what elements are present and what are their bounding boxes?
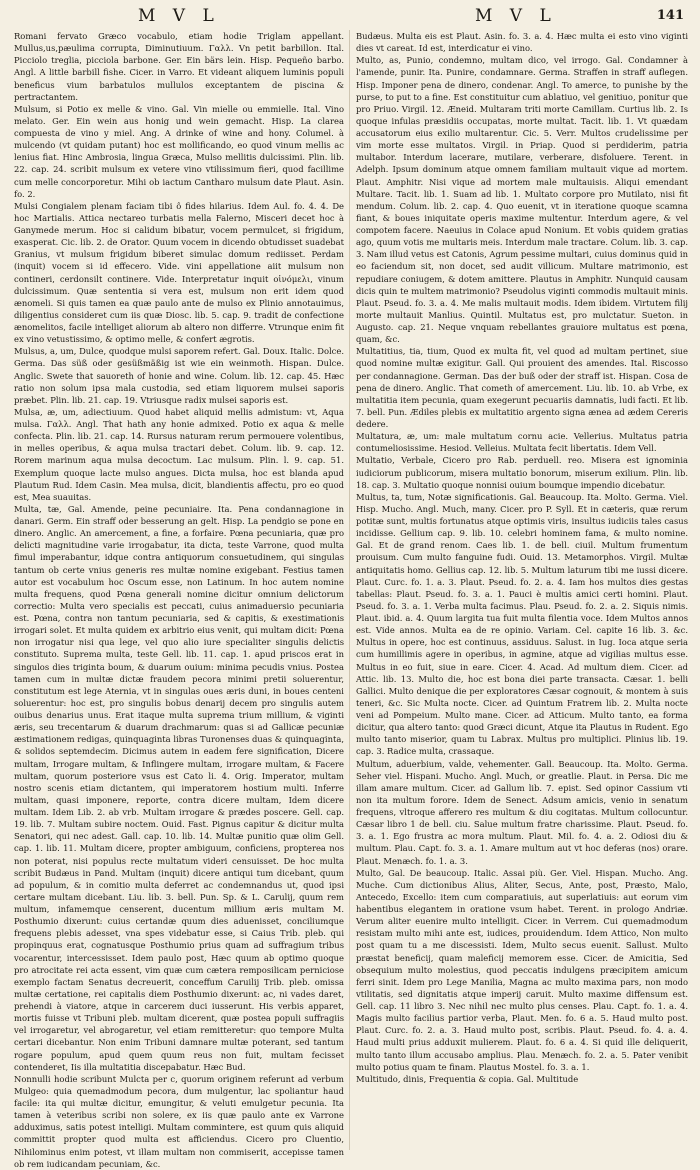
entry-paragraph: Multum, aduerbium, valde, vehementer. Gall. Beaucoup. Ita. Molto. Germa. Seher viel. Hispani. Mucho. Angl. Much, or greatlie. Plaut. in Persa. Dic me illam amare multum. Cicer. ad Gallum lib. 7. epist. Sed opinor Cassium vti non ita multum forore. Idem de Senect. Adsum amicis, venio in senatum frequens, vltroque afferero res multum & diu cogitatas. Multum collocuntur. Cæsar libro 1 de bell. ciu. Salue multum fratre charissime. Plaut. Pseud. fo. 3. a. 1. Ego frustra ac mora multum. Plaut. Mil. fo. 4. a. 2. Odiosi diu & multum. Plau. Capt. fo. 3. a. 1. Amare multum aut vt hoc deferas (nos) orare. Plaut. Menæch. fo. 1. a. 3.	[356, 758, 688, 866]
left-column	[14, 30, 344, 1169]
entry-paragraph: Mulsum, si Potio ex melle & vino. Gal. Vin mielle ou emmielle. Ital. Vino melato. Ger. Ein wein aus honig und wein gemacht. Hisp. La clarea compuesta de vino y miel. Ang. A drinke of wine and hony. Columel. à mulcendo (vt quidam putant) hoc est mollificando, eo quod vinum mellis ac lenius fiat. Hinc Ambrosia, lingua Græca, Mulso mellitis dulcissimi. Plin. lib. 22. cap. 24. scribit mulsum ex vetere vino vtilissimum fieri, quod facillime cum melle concorporetur. Mihi ob iactum Cantharo mulsum date Plaut. Asin. fo. 2.	[14, 103, 344, 199]
entry-paragraph: Multatitius, tia, tium, Quod ex multa fit, vel quod ad multam pertinet, siue quod nomine multæ exigitur. Gall. Qui prouient des amendes. Ital. Riscosso per condannagione. German. Das der buß oder der straff ist. Hispan. Cosa de pena de dinero. Anglic. That cometh of amercement. Liu. lib. 10. ab Vrbe, ex multatitia item pecunia, quam exegerunt pecuariis damnatis, ludi facti. Et lib. 7. bell. Pun. Ædiles plebis ex multatitio argento signa ænea ad ædem Cereris dedere.	[356, 346, 688, 429]
entry-paragraph: Multo, as, Punio, condemno, multam dico, vel irrogo. Gal. Condamner à l'amende, punir. Ita. Punire, condamnare. Germa. Straffen in straff auflegen. Hisp. Imponer pena de dinero, condenar. Angl. To amerce, to punishe by the purse, to put to a fine. Est constituitur cum ablatiuo, vel genitiuo, ponitur que pro Priuo. Virgil. 12. Æneid. Multaram triti morte Camillam. Curtius lib. 2. Is quoque infulas præsidiis occupatas, morte multat. Tacit. lib. 1. Vt quædam accusatorum eius exilio multarentur. Cic. 5. Verr. Multos crudelissime per vim morte esse multatos. Virgil. in Priap. Quod si perdiderim, patria multabor. Interdum lacerare, mutilare, verberare, disfoluere. Terent. in Adelph. Ipsum dominum atque omnem familiam multauit vique ad mortem. Plaut. Amphitr. Nisi vique ad mortem male multauisis. Aliqui emendant Multare. Tacit. lib. 1. Suam ad lib. 1. Multato corpore pro Mutilato, nisi fit mendum. Colum. lib. 2. cap. 4. Quo euenit, vt in iteratione quoque scamna fiant, & boues iniquitate operis maxime multentur. Interdum agere, & vel compotem facere. Naeuius in Colace apud Nonium. Et vobis quidem gratias ago, quum votis me multaris meis. Interdum male tractare. Colum. lib. 3. cap. 3. Nam illud vetus est Catonis, Agrum pessime multari, cuius dominus quid in eo faciendum sit, non docet, sed audit villicum. Multare matrimonio, est repudiare coniugem, & dotem amittere. Plautus in Amphitr. Nunquid causam dicis quin te multem matrimonio? Pseudolus viginti commodis multauit minis. Plaut. Pseud. fo. 3. a. 4. Me malis multauit modis. Idem ibidem. Virtutem filij morte multauit Manlius. Quintil. Multatus est, pro mulctatur. Sueton. in Augusto. cap. 21. Neque vnquam rebellantes grauiore multatus est pœna, quam, &c.	[356, 55, 688, 345]
column-divider	[349, 30, 350, 1150]
entry-paragraph: Nonnulli hodie scribunt Mulcta per c, quorum originem referunt ad verbum Mulgeo: quia quemadmodum pecora, dum mulgentur, lac spoliantur haud facile: ita qui multæ dicitur, emungitur, & veluti emulgetur pecunia. Ita tamen à veteribus scribi non solere, ex iis quæ paulo ante ex Varrone adduximus, satis potest intelligi. Multam commintere, est quum quis aliquid committit propter quod multa est afficiendus. Cicero pro Cluentio, Nihilominus enim potest, vt illam multam non commiserit, accepisse tamen ob rem iudicandam pecuniam, &c.	[14, 1073, 344, 1169]
entry-paragraph: Multus, ta, tum, Notæ significationis. Gal. Beaucoup. Ita. Molto. Germa. Viel. Hisp. Mucho. Angl. Much, many. Cicer. pro P. Syll. Et in cæteris, quæ rerum potitæ sunt, multis fortunatus atque optimis viris, insultus iudiciis tales casus incidisse. Gellium cap. 9. lib. 10. celebri hominem fama, & multo nomine. Gal. Et de grand renom. Caes lib. 1. de bell. ciuil. Multum frumentum prouisum. Cum multo fanguine fudi. Ouid. 13. Metamorphos. Virgil. Multæ antiquitatis homo. Gellius cap. 12. lib. 5. Multum laturum tibi me iussi dicere. Plaut. Curc. fo. 1. a. 3. Plaut. Pseud. fo. 2. a. 4. Iam hos multos dies gestas tabellas: Plaut. Pseud. fo. 3. a. 1. Pauci è multis amici certi homini. Plaut. Pseud. fo. 3. a. 1. Verba multa facimus. Plau. Pseud. fo. 2. a. 2. Siquis nimis. Plaut. ibid. a. 4. Quum largita tua fuit multa filentia voce. Idem Multos annos est. Vide annos. Multa ea de re opinio. Variam. Cel. capite 16 lib. 3. &c. Multus in opere, hoc est continuus, assiduus. Salust. in Iug. Ioca atque seria cum humillimis agere in operibus, in agmine, atque ad vigilias multus esse. Multus in eo fuit, siue in eare. Cicer. 4. Acad. Ad multum diem. Cicer. ad Attic. lib. 13. Multo die, hoc est bona diei parte transacta. Cæsar. 1. belli Gallici. Multo denique die per exploratores Cæsar cognouit, & montem à suis teneri, &c. Sic Multa nocte. Cicer. ad Quintum Fratrem lib. 2. Multa nocte veni ad Pompeium. Multo mane. Cicer. ad Atticum. Multo tanto, ea forma dicitur, qua altero tanto: quod Græci dicunt, Atque ita Plautus in Rudent. Ego multo tanto miserior, quam tu Labrax. Multus pro multiplici. Plinius lib. 19. cap. 3. Radice multa, crassaque.	[356, 491, 688, 757]
entry-paragraph: Romani fervato Græco vocabulo, etiam hodie Triglam appellant. Mullus,us,pæulima corrupta, Diminutiuum. Γαλλ. Vn petit barbillon. Ital. Picciolo treglia, picciola barbone. Ger. Ein bärs lein. Hisp. Pequeño barbo. Angl. A little barbill fishe. Cicer. in Varro. Et videant aliquem luminis populi beneficus vium barbatulos mullulos exceptantem de piscina & pertractantem.	[14, 31, 344, 102]
running-header	[0, 6, 700, 28]
entry-paragraph: Mulsa, æ, um, adiectiuum. Quod habet aliquid mellis admistum: vt, Aqua mulsa. Γαλλ. Angl. That hath any honie admixed. Potio ex aqua & melle confecta. Plin. lib. 21. cap. 14. Rursus naturam rerum permouere volentibus, in melles operibus, & aqua mulsa tractari debet. Colum. lib. 9. cap. 12. Rorem marinum aqua mulsa decoctum. Lac mulsum. Plin. l. 9. cap. 51. Exemplum quoque lacte mulso angues. Dicta mulsa, hoc est blanda apud Plautum Rud. Idem Casin. Mea mulsa, dicit, blandientis affectu, pro eo quod est, Mea suauitas.	[14, 406, 344, 502]
entry-paragraph: Budæus. Multa eis est Plaut. Asin. fo. 3. a. 4. Hæc multa ei esto vino viginti dies vt careat. Id est, interdicatur ei vino.	[356, 31, 688, 54]
entry-paragraph: Multatura, æ, um: male multatum cornu acie. Vellerius. Multatus patria contumeliosissime. Hesiod. Velleius. Multata fecit libertatis. Idem Vell.	[356, 431, 688, 454]
page-number: 141	[656, 8, 684, 23]
entry-paragraph: Multitudo, dinis, Frequentia & copia. Gal. Multitude	[356, 1073, 579, 1084]
right-column	[356, 30, 688, 1150]
header-left-title: M V L	[138, 6, 220, 26]
entry-paragraph: Mulsus, a, um, Dulce, quodque mulsi saporem refert. Gal. Doux. Italic. Dolce. Germa. Das süß oder gesüßmäßig ist wie ein weinmoth. Hispan. Dulce. Anglic. Swete that sauoreth of honie and wine. Colum. lib. 12. cap. 45. Hæc ratio non solum ipsa mala custodia, sed etiam liquorem mulsei saporis præbet. Plin. lib. 21. cap. 19. Vtriusque radix mulsei saporis est.	[14, 346, 344, 405]
entry-paragraph: Multatio, Verbale, Cicero pro Rab. perduell. reo. Misera est ignominia iudiciorum publicorum, misera multatio bonorum, miserum exilium. Plin. lib. 18. cap. 3. Multatio quoque nonnisi ouium boumque impendio dicebatur.	[356, 455, 688, 490]
entry-paragraph: Multo, Gal. De beaucoup. Italic. Assai più. Ger. Viel. Hispan. Mucho. Ang. Muche. Cum dictionibus Alius, Aliter, Secus, Ante, post, Præsto, Malo, Antecedo, Excello: item cum comparatiuis, aut superlatiuis: aut eorum vim habentibus elegantem in oratione vsum habet. Terent. in prologo Andriæ. Verum aliter euenire multo intelligit. Cicer. in Verrem. Cui quemadmodum resistam multo mihi ante est, iudices, prouidendum. Idem Attico, Non multo post quam tu a me discessisti. Idem, Multo secus euenit. Sallust. Multo præstat beneficij, quam maleficij memorem esse. Cicer. de Amicitia, Sed obsequium multo molestius, quod peccatis indulgens præcipitem amicum ferri sinit. Idem pro Lege Manilia, Magna ac multo maxima pars, non modo vtilitatis, sed dignitatis atque imperij caruit. Multo maxime diffensum est. Gell. cap. 11 libro 3. Nec nihil nec multo plus censes. Plau. Capt. fo. 1. a. 4. Magis multo facilius partior verba, Plaut. Men. fo. 6 a. 5. Haud multo post. Plaut. Curc. fo. 2. a. 3. Haud multo post, scribis. Plaut. Pseud. fo. 4. a. 4. Haud multi prius adduxit mulierem. Plaut. fo. 6 a. 4. Si quid ille deliquerit, multo tanto illum accusabo amplius. Plau. Menæch. fo. 2. a. 5. Pater venibit multo potius quam te finam. Plautus Mostel. fo. 3. a. 1.	[356, 867, 688, 1072]
entry-paragraph: Multa, tæ, Gal. Amende, peine pecuniaire. Ita. Pena condannagione in danari. Germ. Ein straff oder besserung an gelt. Hisp. La pendgio se pone en dinero. Anglic. An amercement, a fine, a forfaire. Pœna pecuniaria, quæ pro delicti magnitudine varie irrogabatur, ita dicta, teste Varrone, quod multa fimul imperabantur, idque contra antiquorum consuetudinem, qui singulas tantum ob certe vnius generis res multæ nomine exigebant. Festius tamen autor est vocabulum hoc Oscum esse, non Latinum. In hoc autem nomine multa frequens, quod Pœna generali nomine dicitur omnium delictorum correctio: Multa vero specialis est peccati, cuius animaduersio pecuniaria est. Pœna, contra non tantum pecuniaria, sed & capitis, & exestimationis irrogari solet. Et multa quidem ex arbitrio eius venit, qui multam dicit: Pœna non irrogatur nisi qua lege, vel quo alio iure specialiter singulis delictis constituto. Suprema multa, teste Gell. lib. 11. cap. 1. apud priscos erat in singulos dies triginta boum, & duarum ouium: minima pecudis vnius. Postea tamen cum in multæ dictæ fraudem pecora minimi pretii soluerentur, constitutum est lege Aternia, vt in singulas oues æris duni, in boues centeni soluerentur: hoc est, pro singulis bobus denarij decem pro singulis autem ouibus denarius unus. Erat itaque multa suprema trium millium, & viginti æris, seu trecentarum & duarum drachmarum: quas si ad Gallicæ pecuniæ æstimationem redigas, quinquaginta libras Turonenses duas & quinquaginta, & solidos septemdecim. Dicimus autem in eadem fere signification, Dicere multam, Irrogare multam, & Inflingere multam, irrogare multam, & Facere multam, quorum posteriore vsus est Cato li. 4. Orig. Imperator, multam nostro scenis etiam dictantem, qui imperatorem hostium multi. Inferre multam, quasi imponere, reporte, contra dicere multam, Idem dicere multam. Idem Lib. 2. ab vrb. Multam irrogare & prædes poscere. Gell. cap. 19. lib. 7. Multam subire noctem. Ouid. Fast. Pignus capitur & dicitur multa Senatori, qui nec adest. Gall. cap. 10. lib. 14. Multæ punitio quæ olim Gell. cap. 1. lib. 11. Multam dicere, propter ambiguum, conficiens, propterea nos non poterat, nisi populus recte multatum videri censuisset. De hoc multa scribit Budæus in Pand. Multam (inquit) dicere antiqui tum dicebant, quum ad populum, & in comitio multa deferret ac condemnandus ut, quod ipsi certare multam dicebant. Liu. lib. 3. bell. Pun. Sp. & L. Carulij, quum rem multum, infamemque censerent, ducentum millium æris multam M. Posthumio dixerunt: cuius certandæ quum dies aduenisset, conciliumque frequens plebis adesset, vna spes videbatur esse, si Caius Trib. pleb. qui propinquus erat, cognatusque Posthumio prius quam ad suffragium tribus vocarentur, intercessisset. Idem paulo post, Hæc quum ab optimo quoque pro atrocitate rei acta essent, vim quæ cum cætera remposilicam perniciose exemplo factam Senatus decreuerit, conceffum Caruilij Trib. pleb. omissa multæ certatione, rei capitalis diem Posthumio dixerunt: ac, ni vades daret, prehendi à viatore, atque in carcerem duci iusserunt. His verbis apparet, mortis fuisse vt Tribuni pleb. multam dicerent, quæ postea populi suffragiis vel irrogaretur, vel abrogaretur, vel etiam remitteretur: quo tempore Multa certari dicebantur. Non enim Tribuni damnare multæ poterant, sed tantum rogare populum, apud quem quum reus non fuit, multam fecisset contenderet, Iis illa multatitia discepabatur. Hæc Bud.	[14, 503, 344, 1072]
header-right-title: M V L	[475, 6, 557, 26]
entry-paragraph: Mulsi Congialem plenam faciam tibi ô fides hilarius. Idem Aul. fo. 4. 4. De hoc Martialis. Attica nectareo turbatis mella Falerno, Misceri decet hoc à Ganymede merum. Hoc si calidum bibatur, vocem permulcet, si frigidum, exasperat. Cic. lib. 2. de Orator. Quum vocem in dicendo obtudisset suadebat Granius, vt mulsum frigidum biberet simulac domum rediisset. Perdam (inquit) vocem si id effecero. Vide. vini appellatione aiit mulsum non contineri, cerdonsilt continere. Vide. Interpretatur inquit οἰνόμελι, vinum dulcissimum. Quæ sententia si vera est, mulsum non erit idem quod ænomeli. Si quis tamen ea quæ paulo ante de mulso ex Plinio annotauimus, diligentius consideret cum iis quæ Diosc. lib. 5. cap. 9. tradit de confectione ænomelitos, facile intelliget aliorum ab altero non differre. Vtrunque enim fit ex vino vetustissimo, & optimo melle, & confert ægrotis.	[14, 200, 344, 345]
